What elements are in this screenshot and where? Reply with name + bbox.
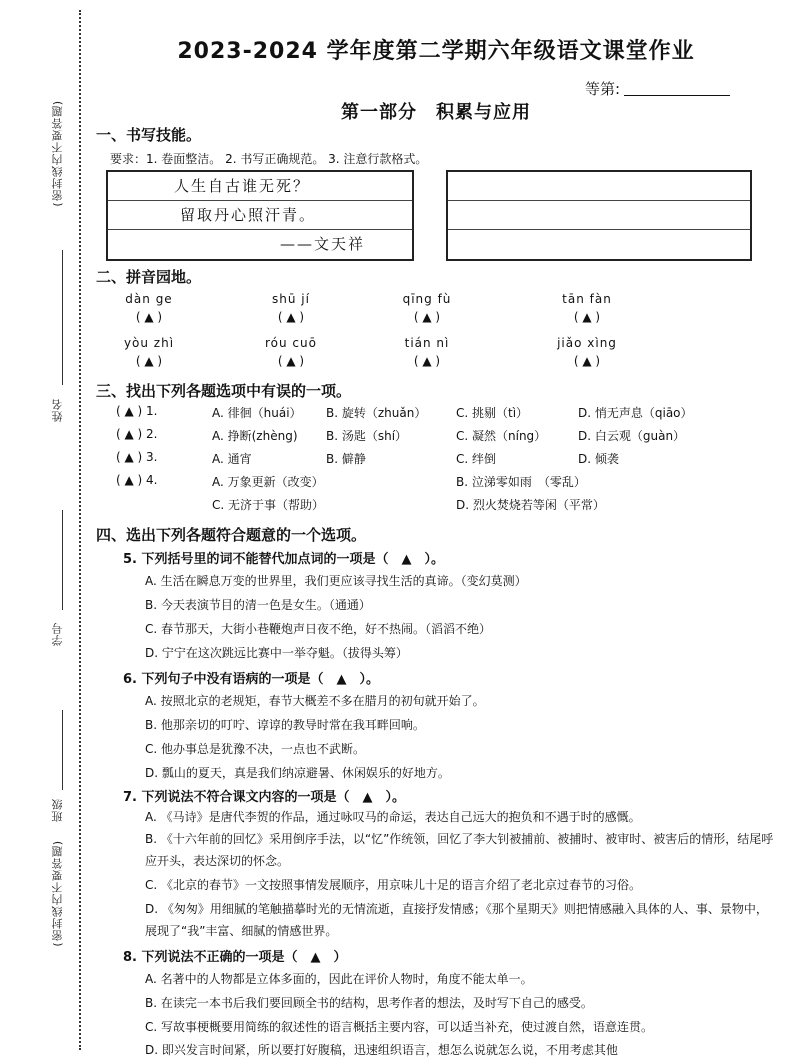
pinyin-item: tián nì ( ▲ ) [382,336,472,374]
question-5: 5. 下列括号里的词不能替代加点词的一项是（ ▲ ）。 [123,552,445,567]
seal-note-bottom: (密封线内不要答题) [51,840,64,947]
pinyin-item: tān fàn ( ▲ ) [542,292,632,330]
question-8: 8. 下列说法不正确的一项是（ ▲ ） [123,950,347,965]
q7-option-a: A. 《马诗》是唐代李贺的作品，通过咏叹马的命运，表达自己远大的抱负和不遇于时的感慨。 [145,810,641,824]
answer-blank[interactable]: ( ▲ ) [277,310,305,324]
q8-option-c: C. 写故事梗概要用简练的叙述性的语言概括主要内容，可以适当补充，使过渡自然，语意连贯。 [145,1020,654,1034]
page-title: 2023-2024 学年度第二学期六年级语文课堂作业 [177,39,695,64]
part-title: 第一部分 积累与应用 [341,102,531,123]
model-line-3: ——文天祥 [280,235,366,253]
name-label: 姓名 [51,398,64,422]
q6-option-d: D. 瓢山的夏天，真是我们纳凉避暑、休闲娱乐的好地方。 [145,766,450,780]
copy-model-box [106,170,414,261]
seal-note-top: (密封线内不要答题) [51,100,64,207]
grade-blank[interactable] [624,95,730,96]
answer-blank[interactable]: ( ▲ ) 1. [116,404,158,418]
answer-blank[interactable]: ( ▲ ) 4. [116,473,158,487]
pinyin-item: jiǎo xìng ( ▲ ) [542,336,632,374]
pinyin-item: dàn ge ( ▲ ) [104,292,194,330]
answer-blank[interactable]: ( ▲ ) [573,354,601,368]
answer-blank[interactable]: ( ▲ ) [413,354,441,368]
answer-blank[interactable]: ( ▲ ) 3. [116,450,158,464]
q5-option-c: C. 春节那天，大街小巷鞭炮声日夜不绝，好不热闹。（滔滔不绝） [145,622,492,636]
q5-option-d: D. 宁宁在这次跳远比赛中一举夺魁。（拔得头筹） [145,646,408,660]
q8-option-a: A. 名著中的人物都是立体多面的，因此在评价人物时，角度不能太单一。 [145,972,533,986]
question-7: 7. 下列说法不符合课文内容的一项是（ ▲ ）。 [123,790,406,805]
answer-blank[interactable]: ( ▲ ) [277,354,305,368]
id-blank-line [62,510,63,610]
q7-option-c: C. 《北京的春节》一文按照事情发展顺序，用京味儿十足的语言介绍了老北京过春节的习俗。 [145,878,642,892]
q6-option-a: A. 按照北京的老规矩，春节大概差不多在腊月的初旬就开始了。 [145,694,485,708]
q6-option-b: B. 他那亲切的叮咛、谆谆的教导时常在我耳畔回响。 [145,718,425,732]
answer-line-3[interactable] [448,230,750,259]
binding-dotted-line [79,10,81,1050]
section2-heading: 二、拼音园地。 [96,268,202,286]
q8-option-b: B. 在读完一本书后我们要回顾全书的结构，思考作者的想法，及时写下自己的感受。 [145,996,593,1010]
class-label: 班级 [51,798,64,822]
writing-answer-box[interactable] [446,170,752,261]
student-id-label: 学号 [51,622,64,646]
q5-option-a: A. 生活在瞬息万变的世界里，我们更应该寻找生活的真谛。（变幻莫测） [145,574,527,588]
q7-option-b: B. 《十六年前的回忆》采用倒序手法，以“忆”作统领，回忆了李大钊被捕前、被捕时、被审时、被害后的情形，结尾呼应开头，表达深切的怀念。 [145,832,774,868]
model-line-2: 留取丹心照汗青。 [108,201,412,230]
writing-requirements: 要求：1. 卷面整洁。 2. 书写正确规范。 3. 注意行款格式。 [110,152,428,166]
name-blank-line [62,250,63,385]
q7-option-d: D. 《匆匆》用细腻的笔触描摹时光的无情流逝，直接抒发情感；《那个星期天》则把情感融入具体的人、事、景物中，展现了“我”丰富、细腻的情感世界。 [145,902,768,938]
pinyin-item: yòu zhì ( ▲ ) [104,336,194,374]
section1-heading: 一、书写技能。 [96,126,202,144]
grade-label: 等第: [585,80,621,98]
pinyin-item: róu cuō ( ▲ ) [246,336,336,374]
q5-option-b: B. 今天表演节目的清一色是女生。（通通） [145,598,371,612]
answer-blank[interactable]: ( ▲ ) [135,354,163,368]
answer-blank[interactable]: ( ▲ ) [573,310,601,324]
answer-line-2[interactable] [448,201,750,230]
class-blank-line [62,710,63,790]
grade-field [585,78,730,99]
answer-blank[interactable]: ( ▲ ) [413,310,441,324]
answer-blank[interactable]: ( ▲ ) [135,310,163,324]
question-6: 6. 下列句子中没有语病的一项是（ ▲ ）。 [123,672,380,687]
q6-option-c: C. 他办事总是犹豫不决，一点也不武断。 [145,742,366,756]
section4-heading: 四、选出下列各题符合题意的一个选项。 [96,526,367,544]
answer-line-1[interactable] [448,172,750,201]
answer-blank[interactable]: ( ▲ ) 2. [116,427,158,441]
pinyin-item: qīng fù ( ▲ ) [382,292,472,330]
model-line-1: 人生自古谁无死？ [108,172,412,201]
q8-option-d: D. 即兴发言时间紧，所以要打好腹稿，迅速组织语言，想怎么说就怎么说，不用考虑其他 [145,1043,618,1057]
section3-heading: 三、找出下列各题选项中有误的一项。 [96,382,352,400]
pinyin-item: shū jí ( ▲ ) [246,292,336,330]
